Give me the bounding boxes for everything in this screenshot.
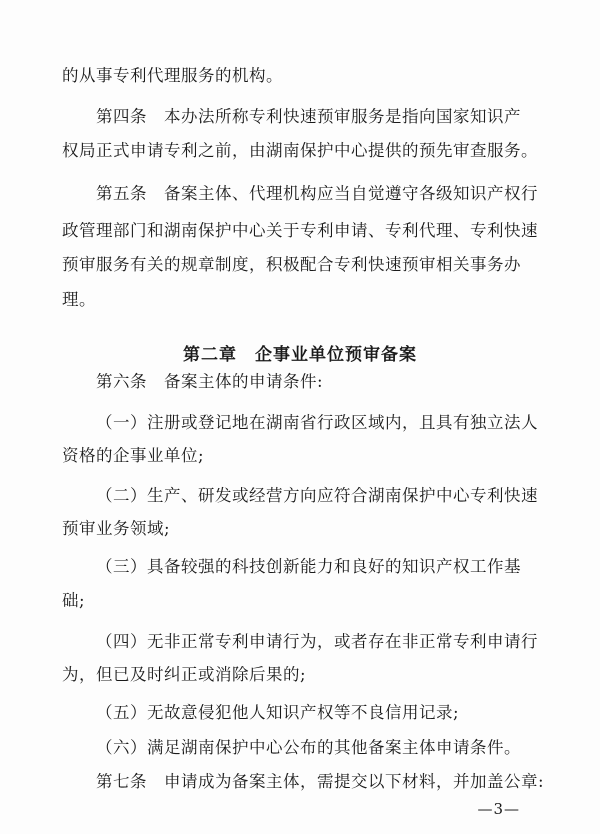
text-line: （四）无非正常专利申请行为，或者存在非正常专利申请行 [96,632,538,651]
text-line: 础; [62,591,86,610]
text-line: （三）具备较强的科技创新能力和良好的知识产权工作基 [96,557,521,576]
page-number: —3— [477,800,520,818]
text-line: 权局正式申请专利之前，由湖南保护中心提供的预先审查服务。 [62,141,538,160]
text-line: 为，但已及时纠正或消除后果的; [62,665,307,684]
text-line: （二）生产、研发或经营方向应符合湖南保护中心专利快速 [96,486,538,505]
text-line: 资格的企事业单位; [62,446,205,465]
text-line: 预审业务领域; [62,519,171,538]
text-line: 第六条 备案主体的申请条件: [96,372,324,391]
text-line: 的从事专利代理服务的机构。 [62,66,283,85]
text-line: （一）注册或登记地在湖南省行政区域内，且具有独立法人 [96,413,538,432]
text-line: 理。 [62,290,96,309]
text-line: 第五条 备案主体、代理机构应当自觉遵守各级知识产权行 [96,184,538,203]
text-line: （五）无故意侵犯他人知识产权等不良信用记录; [96,703,460,722]
text-line: （六）满足湖南保护中心公布的其他备案主体申请条件。 [96,738,521,757]
text-line: 预审服务有关的规章制度，积极配合专利快速预审相关事务办 [62,255,521,274]
text-line: 政管理部门和湖南保护中心关于专利申请、专利代理、专利快速 [62,221,538,240]
chapter-heading: 第二章 企事业单位预审备案 [183,345,417,365]
text-line: 第四条 本办法所称专利快速预审服务是指向国家知识产 [96,107,521,126]
text-line: 第七条 申请成为备案主体，需提交以下材料，并加盖公章: [96,772,545,791]
